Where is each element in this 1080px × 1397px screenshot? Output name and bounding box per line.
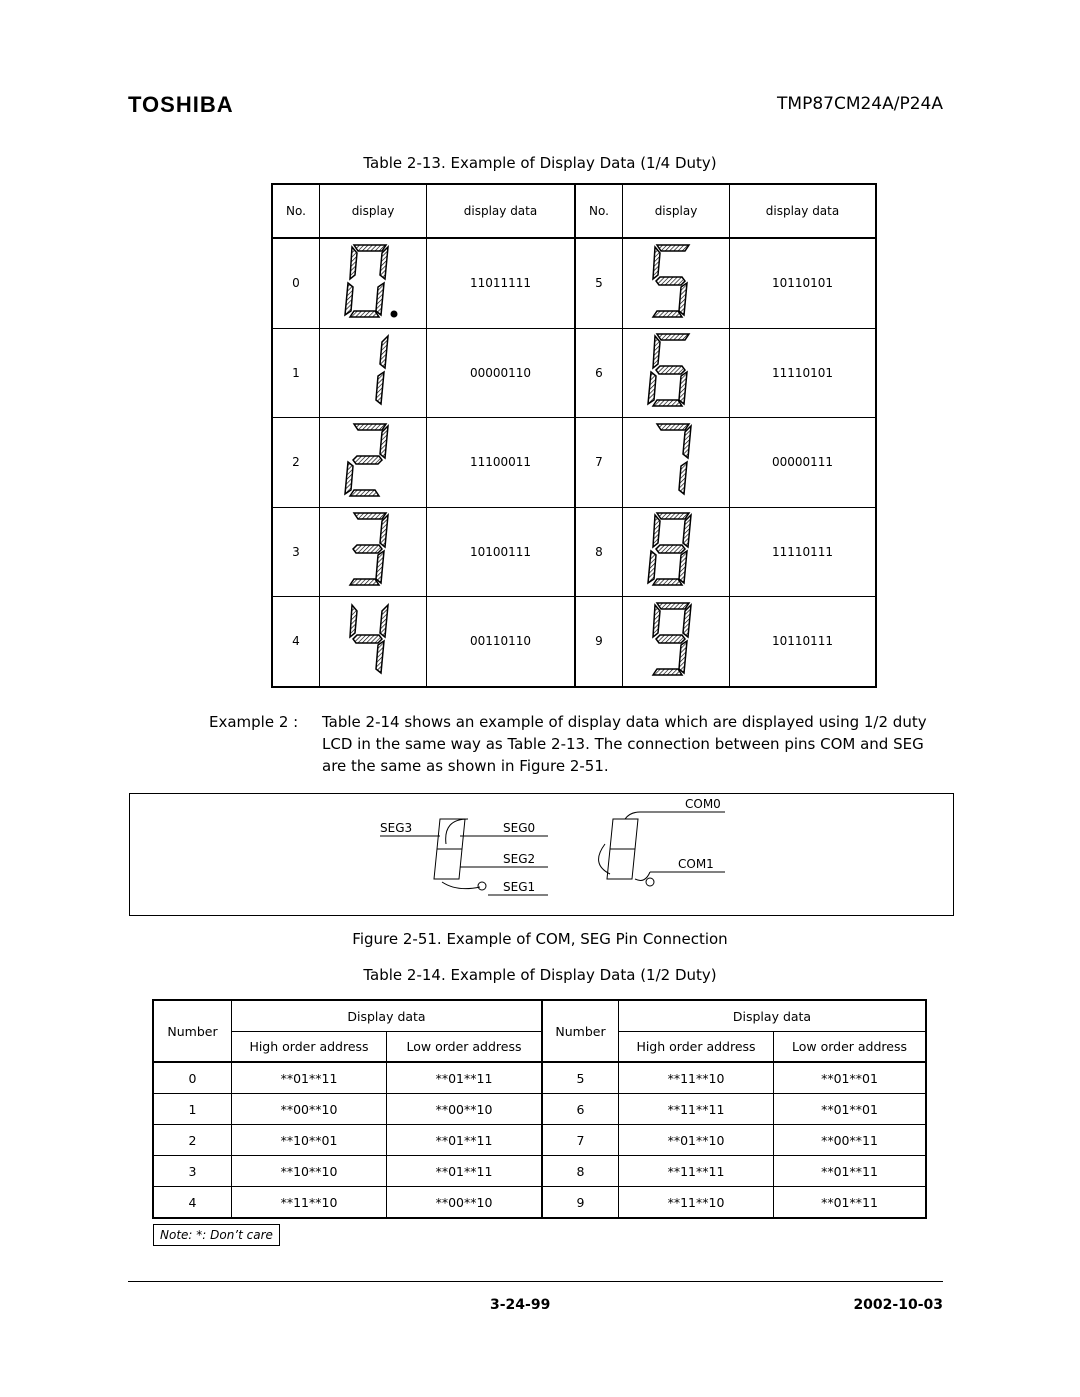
seven-segment-digit <box>645 330 707 412</box>
table-header <box>272 184 876 238</box>
display-data-cell: 00000111 <box>730 418 877 508</box>
seg3-label: SEG3 <box>380 821 413 835</box>
segment-f <box>653 336 660 368</box>
high-address-cell: **10**01 <box>232 1125 387 1156</box>
high-address-cell: **11**11 <box>619 1156 774 1187</box>
decimal-point <box>391 310 398 317</box>
table-header <box>153 1000 926 1032</box>
table-header <box>153 1032 926 1063</box>
low-address-cell: **00**10 <box>387 1187 543 1219</box>
low-address-cell: **00**10 <box>387 1094 543 1125</box>
page-number: 3-24-99 <box>490 1297 551 1313</box>
header-cell: High order address <box>619 1032 774 1063</box>
com1-label: COM1 <box>678 857 714 871</box>
segment-a <box>354 513 386 519</box>
seven-segment-digit <box>342 599 404 681</box>
seg2-label: SEG2 <box>503 852 536 866</box>
seven-segment-digit <box>342 241 404 323</box>
segment-c <box>376 283 384 315</box>
low-address-cell: **01**11 <box>774 1187 927 1219</box>
segment-e <box>345 283 353 315</box>
header-cell: display data <box>730 184 877 238</box>
table-row <box>272 507 876 597</box>
segment-b <box>380 247 388 279</box>
display-data-cell: 11110101 <box>730 328 877 418</box>
segment-f <box>653 515 660 547</box>
segment-d <box>653 400 682 406</box>
header-cell: display <box>623 184 730 238</box>
high-address-cell: **11**11 <box>619 1094 774 1125</box>
display-cell <box>623 418 730 508</box>
number-cell: 4 <box>153 1187 232 1219</box>
low-address-cell: **00**11 <box>774 1125 927 1156</box>
display-data-cell: 11100011 <box>427 418 576 508</box>
table-row <box>153 1125 926 1156</box>
header-cell: No. <box>272 184 320 238</box>
display-cell <box>320 418 427 508</box>
display-cell <box>623 507 730 597</box>
high-address-cell: **11**10 <box>232 1187 387 1219</box>
segment-a <box>657 603 689 609</box>
header-cell: display data <box>427 184 576 238</box>
display-cell <box>320 238 427 328</box>
footer-date: 2002-10-03 <box>853 1297 943 1313</box>
segment-c <box>376 551 384 583</box>
number-cell: 9 <box>542 1187 619 1219</box>
high-address-cell: **11**10 <box>619 1187 774 1219</box>
display-data-cell: 00110110 <box>427 597 576 687</box>
display-cell <box>320 507 427 597</box>
segment-f <box>350 247 357 279</box>
segment-b <box>683 426 691 458</box>
table-row <box>272 328 876 418</box>
header-cell: High order address <box>232 1032 387 1063</box>
number-cell: 2 <box>153 1125 232 1156</box>
low-address-cell: **01**11 <box>774 1156 927 1187</box>
seven-segment-digit <box>645 599 707 681</box>
seven-segment-digit <box>342 330 404 412</box>
segment-c <box>376 641 384 673</box>
seven-segment-digit <box>342 420 404 502</box>
segment-a <box>354 424 386 430</box>
segment-e <box>648 551 656 583</box>
table-row <box>272 418 876 508</box>
display-data-cell: 10110111 <box>730 597 877 687</box>
segment-a <box>354 245 386 251</box>
segment-c <box>679 462 687 494</box>
no-cell: 3 <box>272 507 320 597</box>
example-label: Example 2 : <box>209 713 299 731</box>
display-data-cell: 11110111 <box>730 507 877 597</box>
header-cell: Display data <box>619 1000 927 1032</box>
low-address-cell: **01**11 <box>387 1062 543 1094</box>
segment-a <box>657 245 689 251</box>
segment-g <box>656 635 685 643</box>
table14-caption: Table 2-14. Example of Display Data (1/2 Duty) <box>363 966 717 984</box>
no-cell: 0 <box>272 238 320 328</box>
number-cell: 7 <box>542 1125 619 1156</box>
segment-b <box>380 515 388 547</box>
header-cell: Low order address <box>387 1032 543 1063</box>
seven-segment-digit <box>645 509 707 591</box>
no-cell: 5 <box>575 238 623 328</box>
segment-b <box>380 426 388 458</box>
low-address-cell: **01**01 <box>774 1094 927 1125</box>
segment-f <box>653 605 660 637</box>
header-cell: Number <box>153 1000 232 1062</box>
segment-g <box>353 545 382 553</box>
header-cell: display <box>320 184 427 238</box>
segment-a <box>657 424 689 430</box>
display-data-cell: 10110101 <box>730 238 877 328</box>
no-cell: 9 <box>575 597 623 687</box>
header-cell: No. <box>575 184 623 238</box>
com0-label: COM0 <box>685 797 721 811</box>
seg1-label: SEG1 <box>503 880 536 894</box>
header-cell: Number <box>542 1000 619 1062</box>
table13-caption: Table 2-13. Example of Display Data (1/4 Duty) <box>363 154 717 172</box>
segment-d <box>653 579 682 585</box>
high-address-cell: **10**10 <box>232 1156 387 1187</box>
display-data-cell: 00000110 <box>427 328 576 418</box>
table-2-14 <box>152 999 927 1219</box>
seg0-label: SEG0 <box>503 821 536 835</box>
table-row <box>153 1062 926 1094</box>
figure-2-51 <box>129 793 954 916</box>
part-number: TMP87CM24A/P24A <box>777 94 943 114</box>
no-cell: 4 <box>272 597 320 687</box>
segment-g <box>353 635 382 643</box>
segment-e <box>345 462 353 494</box>
seven-segment-digit <box>645 420 707 502</box>
example-text: Table 2-14 shows an example of display data which are displayed using 1/2 duty LCD in the same way as Table 2-13. The connection between pins COM and SEG are the same as shown in Figure 2-51. <box>322 713 927 775</box>
header-cell: Low order address <box>774 1032 927 1063</box>
segment-b <box>683 605 691 637</box>
high-address-cell: **01**11 <box>232 1062 387 1094</box>
segment-c <box>679 551 687 583</box>
number-cell: 3 <box>153 1156 232 1187</box>
table-row <box>272 238 876 328</box>
segment-c <box>679 283 687 315</box>
high-address-cell: **11**10 <box>619 1062 774 1094</box>
seven-segment-digit <box>645 241 707 323</box>
segment-c <box>376 372 384 404</box>
low-address-cell: **01**11 <box>387 1125 543 1156</box>
display-cell <box>320 597 427 687</box>
table-row <box>272 597 876 687</box>
number-cell: 8 <box>542 1156 619 1187</box>
segment-a <box>657 513 689 519</box>
segment-f <box>653 247 660 279</box>
segment-d <box>653 669 682 675</box>
pin-connection-diagram <box>130 794 953 915</box>
low-address-cell: **01**01 <box>774 1062 927 1094</box>
segment-g <box>656 545 685 553</box>
no-cell: 2 <box>272 418 320 508</box>
segment-b <box>380 336 388 368</box>
segment-g <box>656 277 685 285</box>
display-cell <box>320 328 427 418</box>
number-cell: 1 <box>153 1094 232 1125</box>
display-cell <box>623 328 730 418</box>
number-cell: 0 <box>153 1062 232 1094</box>
display-data-cell: 11011111 <box>427 238 576 328</box>
number-cell: 6 <box>542 1094 619 1125</box>
table-row <box>153 1156 926 1187</box>
high-address-cell: **00**10 <box>232 1094 387 1125</box>
segment-g <box>656 366 685 374</box>
segment-g <box>353 456 382 464</box>
toshiba-logo: TOSHIBA <box>128 92 234 117</box>
segment-d <box>653 311 682 317</box>
table-row <box>153 1094 926 1125</box>
no-cell: 1 <box>272 328 320 418</box>
segment-b <box>380 605 388 637</box>
segment-a <box>657 334 689 340</box>
display-cell <box>623 597 730 687</box>
table-2-13 <box>271 183 877 688</box>
segment-c <box>679 372 687 404</box>
seven-segment-digit <box>342 509 404 591</box>
header-cell: Display data <box>232 1000 543 1032</box>
figure51-caption: Figure 2-51. Example of COM, SEG Pin Connection <box>352 930 728 948</box>
segment-d <box>350 579 379 585</box>
high-address-cell: **01**10 <box>619 1125 774 1156</box>
segment-e <box>648 372 656 404</box>
footer-divider <box>128 1281 943 1282</box>
number-cell: 5 <box>542 1062 619 1094</box>
low-address-cell: **01**11 <box>387 1156 543 1187</box>
segment-b <box>683 515 691 547</box>
no-cell: 8 <box>575 507 623 597</box>
no-cell: 7 <box>575 418 623 508</box>
segment-f <box>350 605 357 637</box>
segment-d <box>350 490 379 496</box>
segment-d <box>350 311 379 317</box>
display-cell <box>623 238 730 328</box>
note: Note: *: Don’t care <box>153 1224 280 1246</box>
no-cell: 6 <box>575 328 623 418</box>
segment-c <box>679 641 687 673</box>
table-row <box>153 1187 926 1219</box>
display-data-cell: 10100111 <box>427 507 576 597</box>
